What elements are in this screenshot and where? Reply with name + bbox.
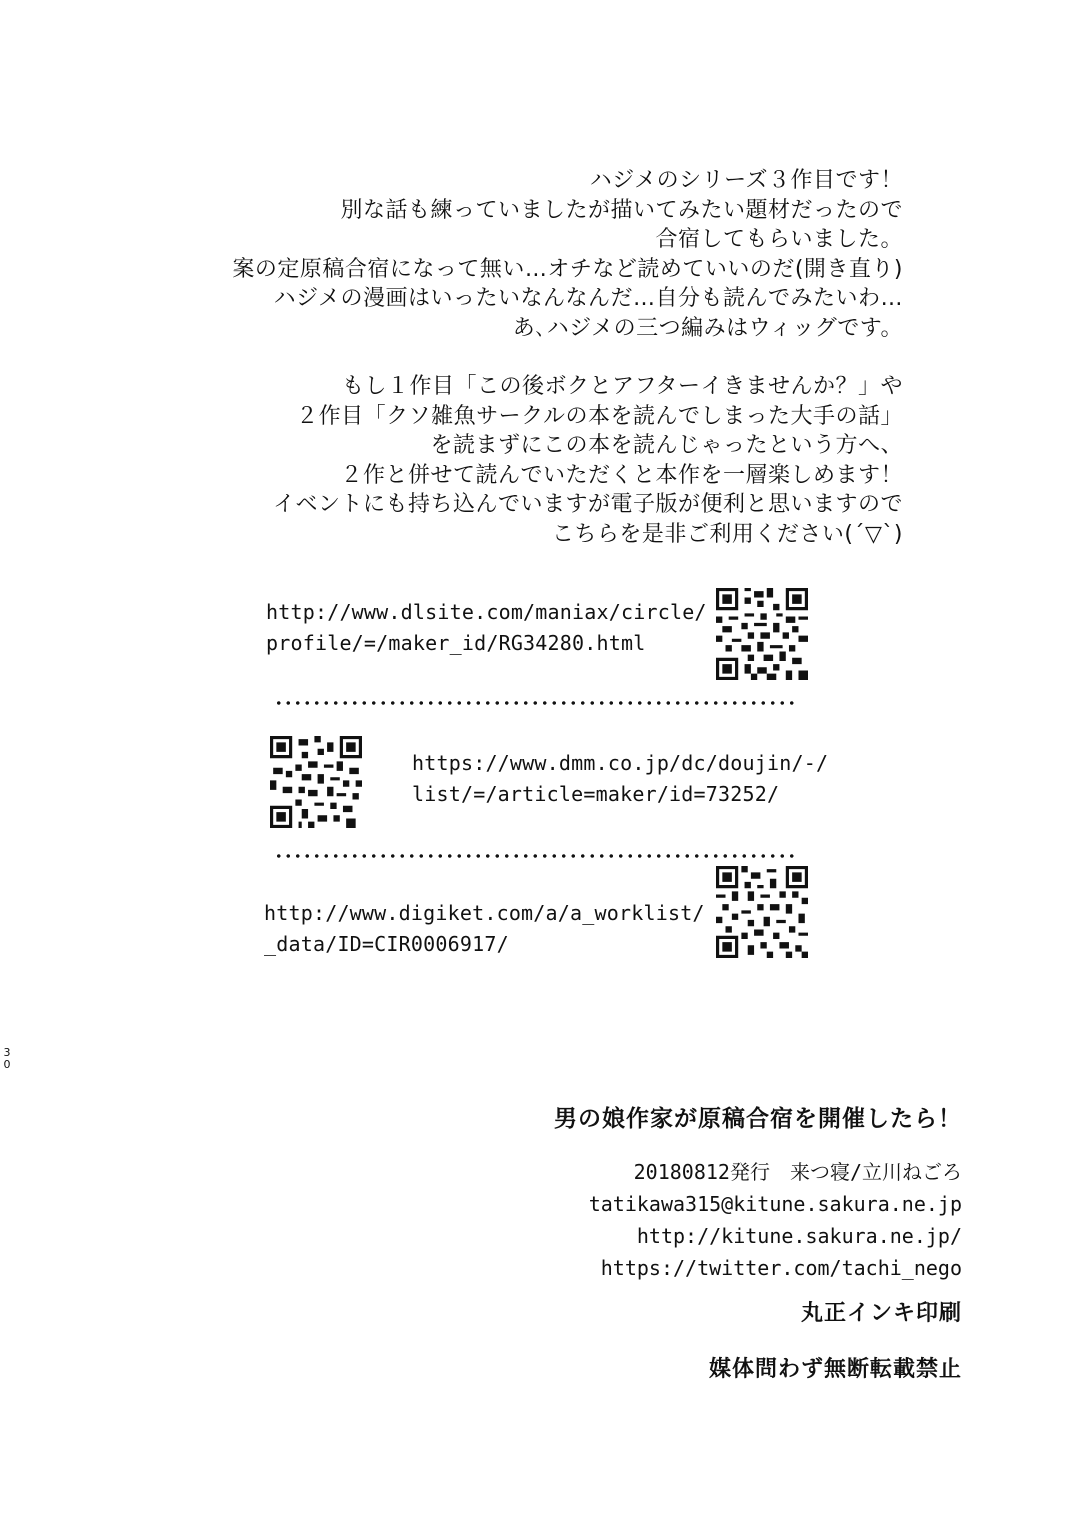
contact-email[interactable]: tatikawa315@kitune.sakura.ne.jp xyxy=(588,1192,962,1216)
book-title: 男の娘作家が原稿合宿を開催したら！ xyxy=(554,1106,962,1132)
afterword-line: ２作目「クソ雑魚サークルの本を読んでしまった大手の話」 xyxy=(296,403,903,429)
afterword-line: ハジメのシリーズ３作目です！ xyxy=(589,168,903,193)
page-number xyxy=(2,1047,12,1071)
digiket-link-line-1[interactable]: http://www.digiket.com/a/a_worklist/ xyxy=(264,901,705,925)
afterword-line: 案の定原稿合宿になって無い…オチなど読めていいのだ(開き直り) xyxy=(232,256,903,282)
afterword-line: 別な話も練っていましたが描いてみたい題材だったので xyxy=(340,197,903,223)
afterword-line: 合宿してもらいました。 xyxy=(655,227,903,252)
afterword-line: イベントにも持ち込んでいますが電子版が便利と思いますので xyxy=(272,492,903,517)
dotted-divider xyxy=(274,700,794,706)
qr-code-icon xyxy=(270,736,362,828)
dotted-divider xyxy=(274,853,794,859)
twitter-link[interactable]: https://twitter.com/tachi_nego xyxy=(600,1256,962,1280)
dlsite-link-line-1[interactable]: http://www.dlsite.com/maniax/circle/ xyxy=(266,600,707,624)
afterword-line: を読まずにこの本を読んじゃったという方へ、 xyxy=(430,433,903,458)
qr-code-icon xyxy=(716,866,808,958)
afterword-paragraph-2 xyxy=(183,372,903,549)
afterword-paragraph-1 xyxy=(183,166,903,343)
dlsite-link[interactable] xyxy=(266,597,707,659)
publish-date-author: 20180812発行 来つ寝/立川ねごろ xyxy=(633,1160,962,1184)
dmm-link[interactable] xyxy=(412,748,828,810)
dlsite-link-line-2[interactable]: profile/=/maker_id/RG34280.html xyxy=(266,631,646,655)
afterword-line: ２作と併せて読んでいただくと本作を一層楽しめます！ xyxy=(340,462,903,488)
afterword-line: あ､ハジメの三つ編みはウィッグです。 xyxy=(512,315,903,341)
page-number-digit: 3 xyxy=(3,1046,11,1059)
digiket-link-line-2[interactable]: _data/ID=CIR0006917/ xyxy=(264,932,509,956)
afterword-line: もし１作目「この後ボクとアフターイきませんか？」や xyxy=(342,374,903,399)
dmm-link-line-1[interactable]: https://www.dmm.co.jp/dc/doujin/-/ xyxy=(412,751,829,775)
page-number-digit: 0 xyxy=(3,1058,11,1071)
reprint-notice: 媒体問わず無断転載禁止 xyxy=(708,1357,962,1382)
printer-name: 丸正インキ印刷 xyxy=(800,1301,962,1326)
qr-code-icon xyxy=(716,588,808,680)
dmm-link-line-2[interactable]: list/=/article=maker/id=73252/ xyxy=(412,782,780,806)
afterword-line: こちらを是非ご利用ください(´▽`) xyxy=(551,521,903,547)
digiket-link[interactable] xyxy=(264,898,705,960)
afterword-line: ハジメの漫画はいったいなんなんだ…自分も読んでみたいわ… xyxy=(273,286,903,311)
credits-block xyxy=(589,1156,962,1284)
website-link[interactable]: http://kitune.sakura.ne.jp/ xyxy=(636,1224,962,1248)
afterword-text xyxy=(183,166,903,549)
